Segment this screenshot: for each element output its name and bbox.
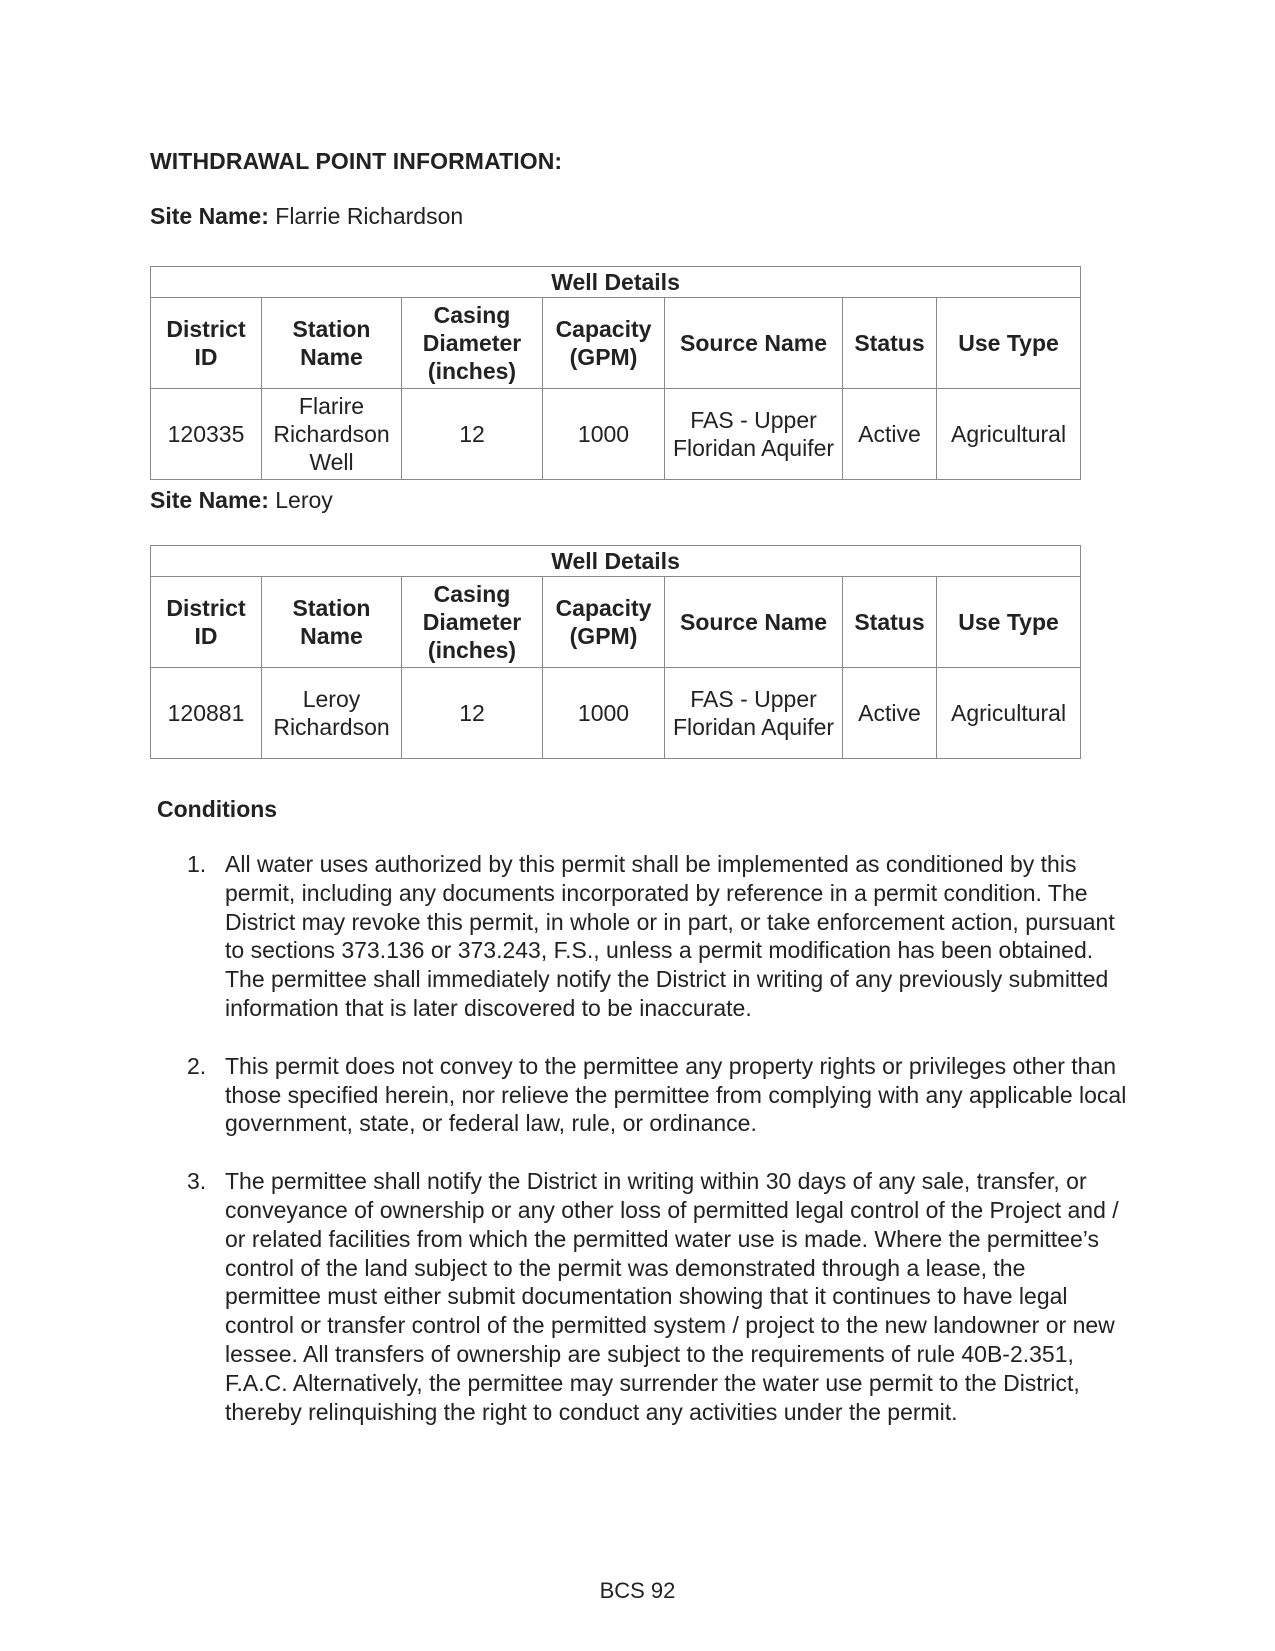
column-header: Use Type [937,298,1081,389]
well-details-table [150,266,1081,480]
table-cell: Agricultural [937,389,1081,480]
column-header: Casing Diameter (inches) [402,577,543,668]
well-details-table [150,545,1081,759]
table-cell: FAS - Upper Floridan Aquifer [665,668,843,759]
column-header: Casing Diameter (inches) [402,298,543,389]
condition-text: This permit does not convey to the permittee any property rights or privileges other than those specified herein, nor relieve the permittee from complying with any applicable local government, state, or federal law, rule, or ordinance. [225,1052,1127,1137]
table-caption: Well Details [151,546,1081,577]
column-header: Use Type [937,577,1081,668]
list-number: 1. [187,851,207,877]
site-name-label: Site Name: [150,203,269,229]
table-cell: 1000 [543,389,665,480]
column-header: Capacity (GPM) [543,577,665,668]
table-cell: Leroy Richardson [262,668,402,759]
table-cell: Agricultural [937,668,1081,759]
table-cell: Active [843,668,937,759]
condition-text: The permittee shall notify the District in writing within 30 days of any sale, transfer, or conveyance of ownership or any other loss of permitted legal control of the Project and / or related facilities from which the permitted water use is made. Where the permittee’s control of the land subject to the permit was demonstrated through a lease, the permittee must either submit documentation showing that it continues to have legal control or transfer control of the permitted system / project to the new landowner or new lessee. All transfers of ownership are subject to the requirements of rule 40B-2.351, F.A.C. Alternatively, the permittee may surrender the water use permit to the District, thereby relinquishing the right to conduct any activities under the permit. [225,1168,1119,1425]
column-header: District ID [151,577,262,668]
list-item [187,1167,1127,1426]
site-name-line [150,203,463,230]
section-heading: WITHDRAWAL POINT INFORMATION: [150,148,563,174]
table-cell: 12 [402,668,543,759]
table-cell: 12 [402,389,543,480]
site-name-line [150,487,333,514]
list-number: 3. [187,1168,207,1195]
list-number: 2. [187,1052,207,1079]
list-item [187,1052,1127,1138]
table-row [151,389,1081,480]
conditions-list [187,850,1127,1455]
table-cell: FAS - Upper Floridan Aquifer [665,389,843,480]
site-name-label: Site Name: [150,487,269,513]
conditions-title: Conditions [157,796,278,822]
table-cell: Flarire Richardson Well [262,389,402,480]
column-header: Station Name [262,298,402,389]
table-cell: 1000 [543,668,665,759]
page-footer: BCS 92 [599,1578,676,1603]
column-header: Source Name [665,298,843,389]
column-header: Status [843,298,937,389]
table-caption: Well Details [151,267,1081,298]
condition-text: All water uses authorized by this permit shall be implemented as conditioned by this permit, including any documents incorporated by reference in a permit condition. The District may revoke this permit, in whole or in part, or take enforcement action, pursuant to sections 373.136 or 373.243, F.S., unless a permit modification has been obtained. The permittee shall immediately notify the District in writing of any previously submitted information that is later discovered to be inaccurate. [225,851,1115,1021]
column-header: Status [843,577,937,668]
list-item [187,850,1127,1023]
site-name-value: Leroy [275,487,333,513]
table-cell: Active [843,389,937,480]
site-name-value: Flarrie Richardson [275,203,464,229]
column-header: District ID [151,298,262,389]
table-row [151,668,1081,759]
table-cell: 120335 [151,389,262,480]
column-header: Capacity (GPM) [543,298,665,389]
column-header: Station Name [262,577,402,668]
table-cell: 120881 [151,668,262,759]
column-header: Source Name [665,577,843,668]
